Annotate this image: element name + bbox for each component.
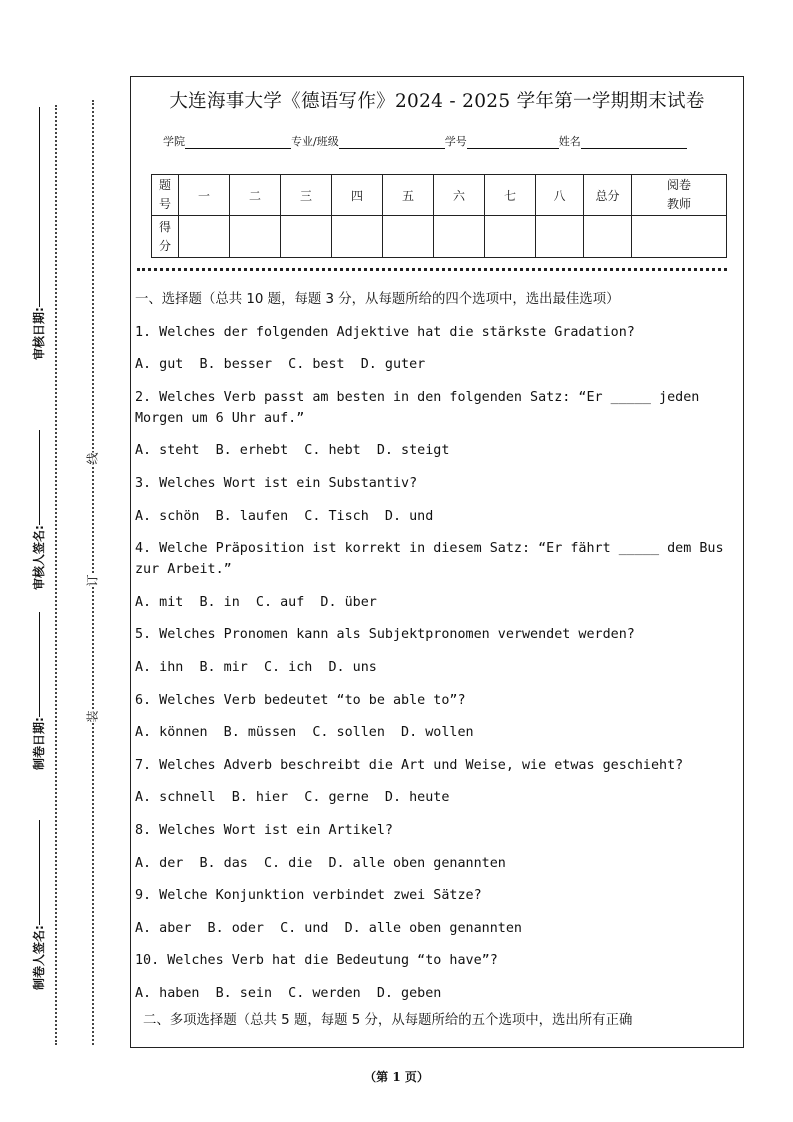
score-col-8: 八 <box>536 175 584 216</box>
maker-sign-label <box>30 820 47 990</box>
options-3: A. schön B. laufen C. Tisch D. und <box>135 508 434 524</box>
make-date-label <box>30 612 47 770</box>
question-6: 6. Welches Verb bedeutet “to be able to”? <box>135 692 466 708</box>
major-label: 专业/班级 <box>291 135 339 148</box>
score-cell-1[interactable] <box>179 216 230 258</box>
bind-char-order: 订 <box>85 574 100 587</box>
question-9: 9. Welche Konjunktion verbindet zwei Sätze? <box>135 888 482 904</box>
options-7: A. schnell B. hier C. gerne D. heute <box>135 790 450 806</box>
reviewer-sign-text: 审核人签名: <box>32 525 46 590</box>
options-5: A. ihn B. mir C. ich D. uns <box>135 659 377 675</box>
score-cell-total[interactable] <box>584 216 632 258</box>
section1-heading: 一、选择题（总共 10 题，每题 3 分，从每题所给的四个选项中，选出最佳选项） <box>135 292 620 307</box>
question-4: 4. Welche Präposition ist korrekt in diesem Satz: “Er fährt _____ dem Bus zur Arbeit.” <box>135 541 724 578</box>
college-field[interactable] <box>185 136 291 149</box>
score-table-row2-header: 得 分 <box>152 216 179 258</box>
score-col-5: 五 <box>383 175 434 216</box>
score-table <box>151 174 727 258</box>
score-cell-3[interactable] <box>281 216 332 258</box>
section-separator <box>137 268 727 271</box>
bind-char-install: 装 <box>85 710 100 723</box>
score-cell-6[interactable] <box>434 216 485 258</box>
question-5: 5. Welches Pronomen kann als Subjektpronomen verwendet werden? <box>135 627 635 643</box>
question-content <box>135 289 741 1042</box>
question-10: 10. Welches Verb hat die Bedeutung “to have”? <box>135 953 498 969</box>
question-8: 8. Welches Wort ist ein Artikel? <box>135 822 393 838</box>
make-date-line <box>39 612 40 717</box>
score-col-4: 四 <box>332 175 383 216</box>
score-cell-5[interactable] <box>383 216 434 258</box>
question-2: 2. Welches Verb passt am besten in den folgenden Satz: “Er _____ jeden Morgen um 6 Uhr auf.” <box>135 389 700 426</box>
score-col-3: 三 <box>281 175 332 216</box>
score-cell-2[interactable] <box>230 216 281 258</box>
score-col-total: 总分 <box>584 175 632 216</box>
score-cell-4[interactable] <box>332 216 383 258</box>
question-1: 1. Welches der folgenden Adjektive hat die stärkste Gradation? <box>135 324 635 340</box>
score-cell-8[interactable] <box>536 216 584 258</box>
margin-dotted-line-inner <box>92 100 94 1045</box>
exam-title: 大连海事大学《德语写作》2024 - 2025 学年第一学期期末试卷 <box>169 91 705 112</box>
exam-frame <box>130 76 744 1048</box>
reviewer-sign-label <box>30 430 47 590</box>
page-number: （第 1 页） <box>364 1070 429 1084</box>
options-4: A. mit B. in C. auf D. über <box>135 594 377 610</box>
name-label: 姓名 <box>558 135 581 148</box>
name-field[interactable] <box>581 136 687 149</box>
score-col-2: 二 <box>230 175 281 216</box>
college-label: 学院 <box>163 135 185 148</box>
score-cell-7[interactable] <box>485 216 536 258</box>
maker-sign-text: 制卷人签名: <box>32 925 46 990</box>
score-col-grader: 阅卷 教师 <box>632 175 727 216</box>
score-table-score-row <box>152 216 727 258</box>
options-9: A. aber B. oder C. und D. alle oben genannten <box>135 920 522 936</box>
student-id-field[interactable] <box>467 136 559 149</box>
score-table-row1-header: 题 号 <box>152 175 179 216</box>
student-info-row <box>163 133 687 149</box>
make-date-text: 制卷日期: <box>32 717 46 770</box>
bind-char-line: 线 <box>85 452 100 465</box>
review-date-line <box>39 107 40 307</box>
score-col-1: 一 <box>179 175 230 216</box>
major-field[interactable] <box>339 136 445 149</box>
options-8: A. der B. das C. die D. alle oben genannten <box>135 855 506 871</box>
score-table-header-row <box>152 175 727 216</box>
options-6: A. können B. müssen C. sollen D. wollen <box>135 725 474 741</box>
student-id-label: 学号 <box>444 135 467 148</box>
question-7: 7. Welches Adverb beschreibt die Art und Weise, wie etwas geschieht? <box>135 757 684 773</box>
options-1: A. gut B. besser C. best D. guter <box>135 357 426 373</box>
section2-heading: 二、多项选择题（总共 5 题，每题 5 分，从每题所给的五个选项中，选出所有正确 <box>143 1012 633 1028</box>
score-col-6: 六 <box>434 175 485 216</box>
options-10: A. haben B. sein C. werden D. geben <box>135 985 442 1001</box>
margin-dotted-line-outer <box>55 105 57 1045</box>
score-cell-grader[interactable] <box>632 216 727 258</box>
maker-sign-line <box>39 820 40 925</box>
question-3: 3. Welches Wort ist ein Substantiv? <box>135 475 418 491</box>
review-date-label <box>30 107 47 360</box>
reviewer-sign-line <box>39 430 40 525</box>
review-date-text: 审核日期: <box>32 307 46 360</box>
score-col-7: 七 <box>485 175 536 216</box>
options-2: A. steht B. erhebt C. hebt D. steigt <box>135 443 450 459</box>
